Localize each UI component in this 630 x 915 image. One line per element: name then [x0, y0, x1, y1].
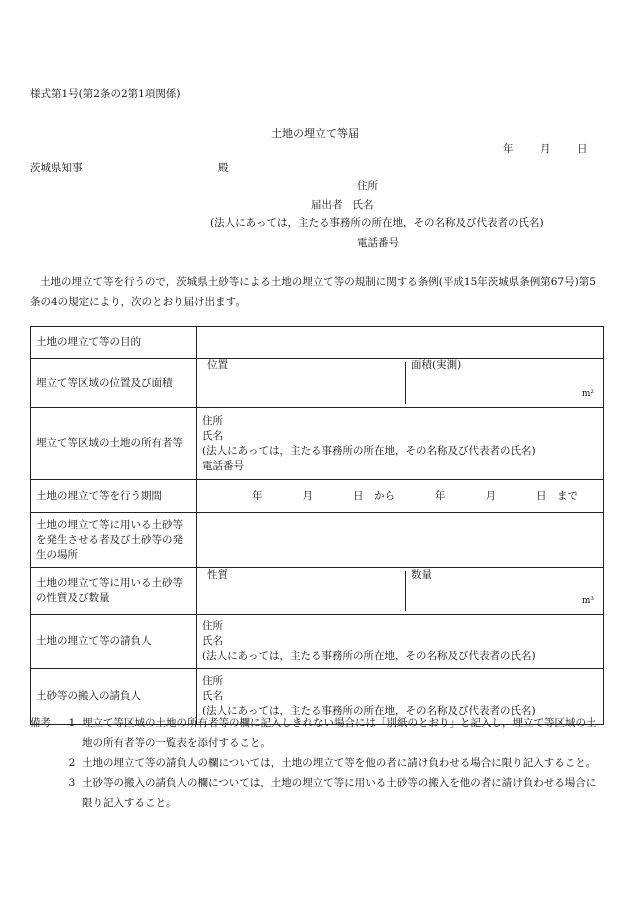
remark-number: 1	[68, 717, 76, 729]
date-day: 日	[577, 143, 588, 155]
remarks-section	[30, 713, 604, 813]
purpose-field[interactable]	[197, 327, 604, 359]
declaration-text: 土地の埋立て等を行うので，茨城県土砂等による土地の埋立て等の規制に関する条例(平成15年茨城県条例第67号)第5条の4の規定により，次のとおり届け出ます。	[30, 276, 596, 308]
transport-corp-note: (法人にあっては，主たる事務所の所在地，その名称及び代表者の氏名)	[202, 705, 536, 717]
owner-name-label: 氏名	[202, 429, 223, 442]
period-start-day: 日 から	[353, 489, 395, 502]
period-line	[202, 489, 598, 504]
source-field[interactable]	[197, 513, 604, 568]
applicant-tel-label: 電話番号	[357, 237, 399, 249]
date-month: 月	[540, 143, 551, 155]
transport-label: 土砂等の搬入の請負人	[31, 669, 197, 725]
position-field[interactable]	[202, 359, 405, 404]
contractor-field[interactable]	[197, 615, 604, 669]
contractor-name-label: 氏名	[202, 635, 223, 647]
period-label: 土地の埋立て等を行う期間	[31, 480, 197, 513]
transport-name-label: 氏名	[202, 690, 223, 702]
list-item	[30, 753, 604, 773]
owner-label: 埋立て等区域の土地の所有者等	[31, 408, 197, 480]
table-row	[31, 408, 604, 480]
addressee: 茨城県知事	[30, 162, 83, 174]
table-row	[31, 480, 604, 513]
list-item	[30, 713, 604, 753]
source-label: 土地の埋立て等に用いる土砂等を発生させる者及び土砂等の発生の場所	[31, 513, 197, 568]
contractor-address-label: 住所	[202, 620, 223, 632]
owner-field[interactable]	[197, 408, 604, 480]
date-year: 年	[503, 143, 514, 155]
period-end-month: 月	[485, 489, 496, 502]
period-start-year: 年	[252, 489, 263, 502]
table-row	[31, 615, 604, 669]
position-label: 位置	[207, 359, 228, 371]
form-number-label: 様式第1号(第2条の2第1項関係)	[30, 88, 181, 100]
date-line	[503, 141, 588, 156]
period-end-year: 年	[435, 489, 446, 502]
applicant-name-label: 氏名	[352, 199, 374, 211]
applicant-address-label: 住所	[357, 180, 378, 192]
period-field[interactable]	[197, 480, 604, 513]
area-label: 面積(実測)	[411, 359, 462, 371]
nature-quantity-cell	[197, 568, 604, 615]
transport-address-label: 住所	[202, 675, 223, 687]
table-row	[31, 327, 604, 359]
applicant-role-label: 届出者	[311, 199, 343, 211]
period-end-day: 日 まで	[536, 489, 578, 502]
applicant-name-row	[311, 197, 374, 212]
nature-label: 土地の埋立て等に用いる土砂等の性質及び数量	[31, 568, 197, 615]
remark-number: 3	[68, 777, 76, 789]
owner-corp-note: (法人にあっては，主たる事務所の所在地，その名称及び代表者の氏名)	[202, 444, 536, 457]
remarks-heading: 備考	[30, 717, 51, 729]
area-unit: m²	[581, 389, 594, 399]
remark-text: 埋立て等区域の土地の所有者等の欄に記入しきれない場合には「別紙のとおり」と記入し，埋立て等区域の土地の所有者等の一覧表を添付すること。	[82, 717, 597, 749]
list-item	[30, 773, 604, 813]
location-label: 埋立て等区域の位置及び面積	[31, 359, 197, 408]
contractor-corp-note: (法人にあっては，主たる事務所の所在地，その名称及び代表者の氏名)	[202, 650, 536, 662]
remark-number: 2	[68, 757, 76, 769]
nature-field-label: 性質	[207, 569, 228, 581]
owner-tel-label: 電話番号	[202, 459, 244, 472]
notification-form-table	[30, 326, 604, 725]
table-row	[31, 513, 604, 568]
quantity-field[interactable]	[405, 571, 598, 611]
honorific: 殿	[218, 162, 229, 174]
area-field[interactable]	[405, 359, 598, 404]
applicant-corp-note: (法人にあっては，主たる事務所の所在地，その名称及び代表者の氏名)	[210, 217, 544, 229]
remark-text: 土砂等の搬入の請負人の欄については，土地の埋立て等に用いる土砂等の搬入を他の者に請け負わせる場合に限り記入すること。	[82, 777, 597, 809]
location-area-cell	[197, 359, 604, 408]
period-start-month: 月	[302, 489, 313, 502]
table-row	[31, 568, 604, 615]
contractor-label: 土地の埋立て等の請負人	[31, 615, 197, 669]
table-row	[31, 359, 604, 408]
quantity-field-label: 数量	[411, 569, 432, 581]
owner-address-label: 住所	[202, 414, 223, 427]
purpose-label: 土地の埋立て等の目的	[31, 327, 197, 359]
remark-text: 土地の埋立て等の請負人の欄については，土地の埋立て等を他の者に請け負わせる場合に限り記入すること。	[82, 757, 597, 769]
nature-field[interactable]	[202, 571, 405, 611]
document-title: 土地の埋立て等届	[271, 127, 359, 140]
quantity-unit: m³	[581, 596, 594, 606]
